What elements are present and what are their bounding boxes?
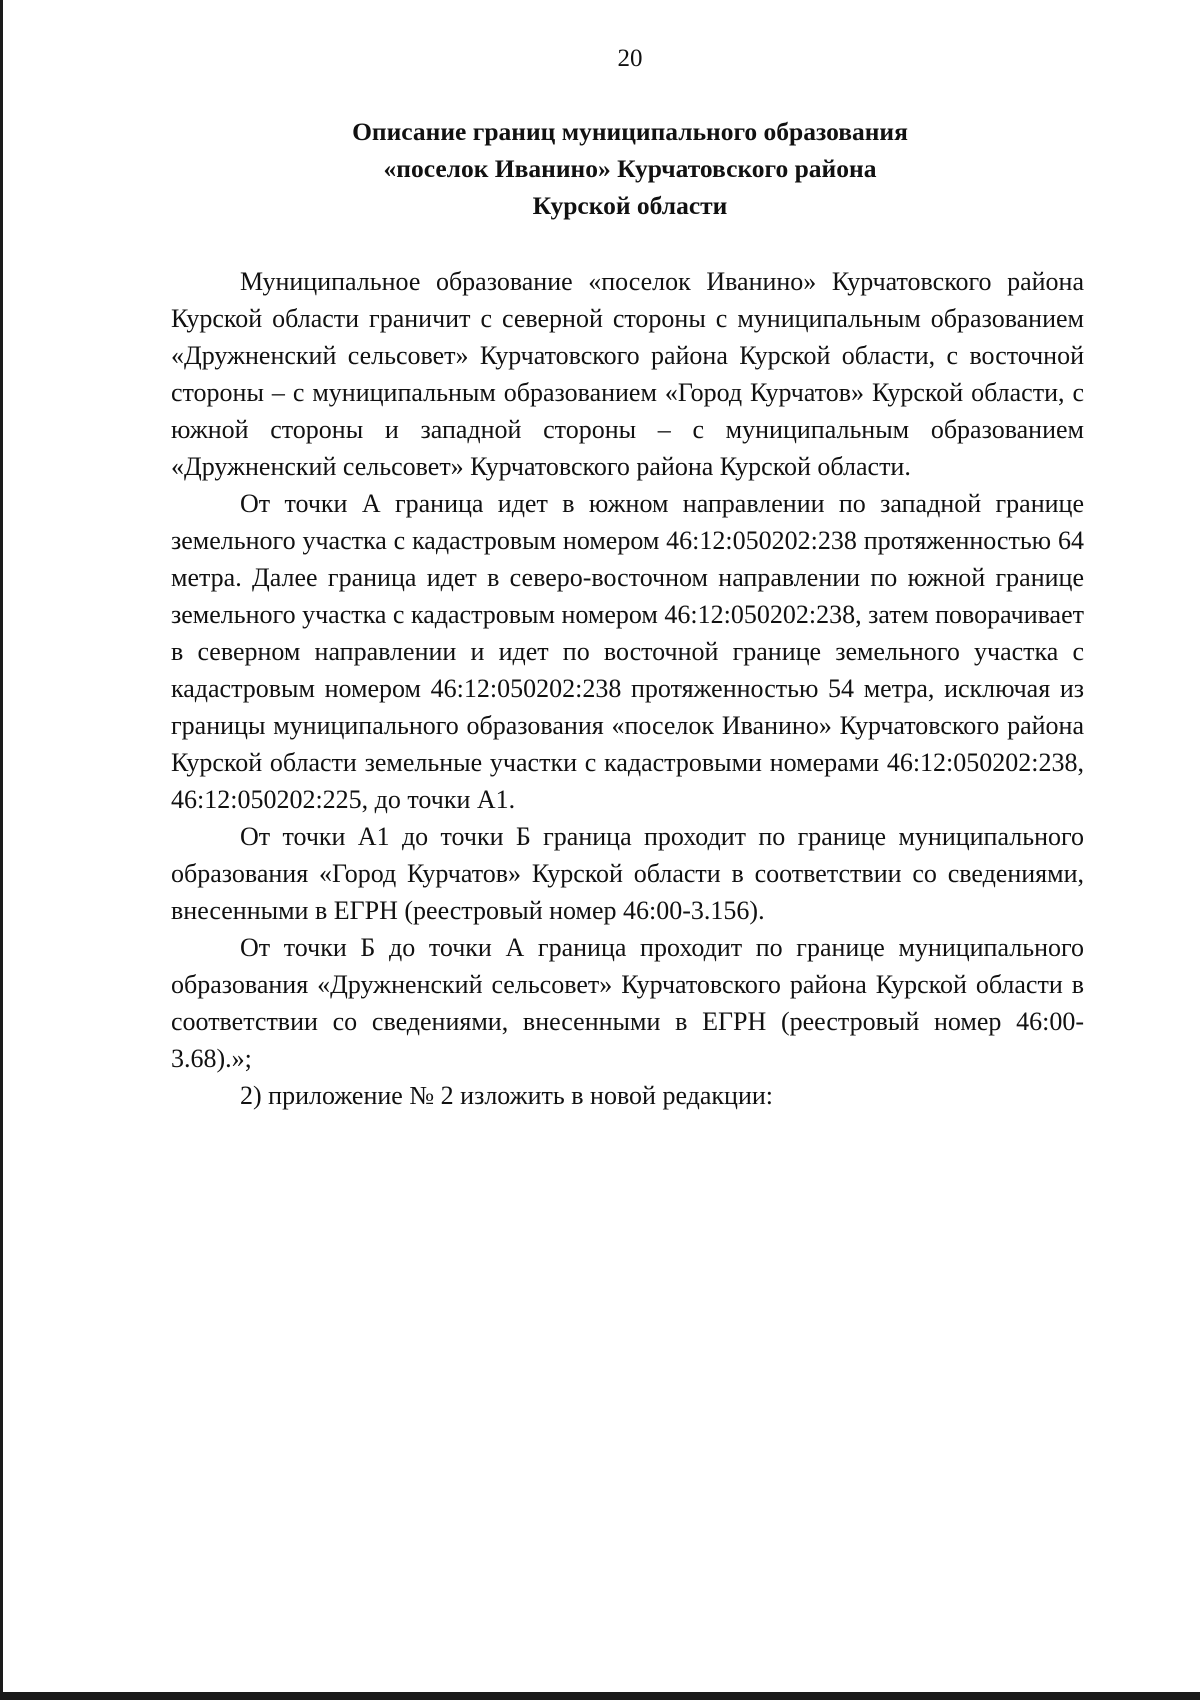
document-title [170, 113, 1090, 224]
scan-border-left [0, 0, 3, 1700]
title-line-1: Описание границ муниципального образования [352, 117, 908, 146]
paragraph-point-a-to-a1: От точки А граница идет в южном направлении по западной границе земельного участка с кадастровым номером 46:12:050202:238 протяженностью 64 метра. Далее граница идет в северо-восточном направлении по южной границе земельного участка с кадастровым номером 46:12:050202:238, затем поворачивает в северном направлении и идет по восточной границе земельного участка с кадастровым номером 46:12:050202:238 протяженностью 54 метра, исключая из границы муниципального образования «поселок Иванино» Курчатовского района Курской области земельные участки с кадастровыми номерами 46:12:050202:238, 46:12:050202:225, до точки А1. [171, 489, 1084, 814]
scan-border-bottom [0, 1692, 1200, 1700]
paragraph-boundaries-overview: Муниципальное образование «поселок Иванино» Курчатовского района Курской области граничит с северной стороны с муниципальным образованием «Дружненский сельсовет» Курчатовского района Курской области, с восточной стороны – с муниципальным образованием «Город Курчатов» Курской области, с южной стороны и западной стороны – с муниципальным образованием «Дружненский сельсовет» Курчатовского района Курской области. [171, 267, 1084, 481]
title-line-3: Курской области [532, 191, 728, 220]
paragraph-point-b-to-a: От точки Б до точки А граница проходит по границе муниципального образования «Дружненский сельсовет» Курчатовского района Курской области в соответствии со сведениями, внесенными в ЕГРН (реестровый номер 46:00-3.68).»; [171, 933, 1084, 1073]
paragraph-point-a1-to-b: От точки А1 до точки Б граница проходит по границе муниципального образования «Город Курчатов» Курской области в соответствии со сведениями, внесенными в ЕГРН (реестровый номер 46:00-3.156). [171, 822, 1084, 925]
document-body [171, 263, 1084, 1114]
page-number: 20 [617, 45, 643, 72]
title-line-2: «поселок Иванино» Курчатовского района [383, 154, 877, 183]
paragraph-appendix-2: 2) приложение № 2 изложить в новой редакции: [240, 1081, 774, 1110]
